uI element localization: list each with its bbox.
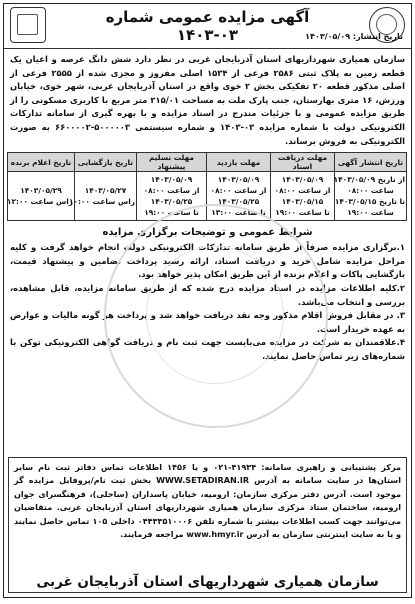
notice-title: آگهی مزایده عمومی شماره ۰۳-۱۴۰۳ [105, 8, 310, 44]
winner-date-cell: ۱۴۰۳/۰۵/۲۹ راس ساعت ۱۲:۰۰ [8, 172, 75, 221]
table-row [8, 172, 407, 221]
support-box [8, 457, 407, 593]
organization-name: سازمان همیاری شهرداریهای استان آذربایجان غربی [36, 574, 379, 590]
terms-heading: شرایط عمومی و توضیحات برگزاری مزایده [102, 227, 313, 239]
publish-date-cell: از تاریخ ۱۴۰۳/۰۵/۰۹ ساعت ۰۸:۰۰ تا تاریخ ۱۴۰۳/۰۵/۱۵ ساعت ۱۹:۰۰ [335, 172, 407, 221]
intro-paragraph: سازمان همیاری شهرداریهای استان آذربایجان غربی در نظر دارد شش دانگ عرصه و اعیان یک قطعه زمین به پلاک ثبتی ۲۵۸۶ فرعی از ۱۵۳۴ اصلی مفروز و مجزی شده از ۲۵۵۵ فرعی از اصلی مذکور قطعه ۲۰ تفکیکی بخش ۲ خوی واقع در استان آذربایجان غربی، شهر خوی، خیابان ورزش، ۱۶ متری بهارستان، جنب پارک ملت به مساحت ۲۱۵/۰۱ متر مربع با کاربری مسکونی را از طریق مزایده عمومی و با جزئیات مندرج در اسناد مزایده و با بهره گیری از سامانه تدارکات الکترونیکی دولت با شماره مزایده ۰۳-۱۴۰۳ و شماره سیستمی ۵۰۰۰۰۰۳-۶۶۰۰۰۰۲ به صورت الکترونیکی به فروش برساند. [10, 54, 405, 146]
notice-header [4, 4, 411, 49]
support-info: مرکز پشتیبانی و راهبری سامانه: ۴۱۹۳۴-۰۲۱ و یا ۱۴۵۶ اطلاعات تماس دفاتر ثبت نام سایر استان‌ها در سایت سامانه به آدرس WWW.SETADIRAN.IR بخش ثبت نام/پروفایل مزایده گر موجود است. آدرس دفتر مرکزی سازمان: ارومیه، خیابان پاسداران (ساحلی)، فرهنگسرای جوان ارومیه، ساختمان ستاد مرکزی سازمان همیاری شهرداریهای استان آذربایجان غربی. متقاضیان می‌توانند جهت کسب اطلاعات بیشتر با شماره تلفن ۰۴۴۳۳۵۱۰۰۰۶ داخلی ۱۰۵ تماس حاصل نمایند و یا به سایت اینترنتی سازمان به آدرس www.hmyr.ir مراجعه فرمایند. [14, 462, 401, 540]
terms-list [4, 241, 411, 363]
header-winner-date: تاریخ اعلام برنده [8, 153, 75, 172]
header-opening-date: تاریخ بازگشایی [75, 153, 137, 172]
header-visit-deadline: مهلت بازدید [207, 153, 271, 172]
schedule-table [7, 152, 407, 221]
emblem-logo-icon [10, 7, 46, 43]
schedule-header-row [8, 153, 407, 172]
term-item: ۱.برگزاری مزایده صرفاً از طریق سامانه تدارکات الکترونیکی دولت انجام خواهد گرفت و کلیه مراحل مزایده شامل خرید و دریافت اسناد، ارائه رسید پرداخت تضامین و پیشنهاد قیمت، بازگشایی پاکات و اعلام برنده از این طریق امکان پذیر خواهد بود. [10, 242, 405, 280]
header-publish-date: تاریخ انتشار آگهی [335, 153, 407, 172]
header-proposal-deadline: مهلت تسلیم پیشنهاد [137, 153, 207, 172]
documents-deadline-cell: ۱۴۰۳/۰۵/۰۹ از ساعت ۰۸:۰۰ ۱۴۰۳/۰۵/۱۵ تا ساعت ۱۹:۰۰ [271, 172, 335, 221]
term-item: ۴.علاقمندان به شرکت در مزایده می‌بایست جهت ثبت نام و دریافت گواهی الکترونیکی توکن با شماره‌های زیر تماس حاصل نمایند. [10, 337, 405, 361]
term-item: ۳. در مقابل فروش اقلام مذکور وجه نقد دریافت خواهد شد و پرداخت هر گونه مالیات و عوارض به عهده خریدار است. [10, 310, 405, 334]
term-item: ۲.کلیه اطلاعات مزایده در اسناد مزایده درج شده که از طریق سامانه مزایده، قابل مشاهده، بررسی و انتخاب می‌باشد. [10, 282, 405, 307]
auction-notice [3, 3, 412, 598]
publication-date: تاریخ انتشار: ۱۴۰۳/۰۵/۰۹ [305, 32, 403, 41]
header-documents-deadline: مهلت دریافت اسناد [271, 153, 335, 172]
opening-date-cell: ۱۴۰۳/۰۵/۲۷ راس ساعت ۱۰:۰۰ [75, 172, 137, 221]
proposal-deadline-cell: ۱۴۰۳/۰۵/۰۹ از ساعت ۰۸:۰۰ ۱۴۰۳/۰۵/۲۵ تا ساعت ۱۹:۰۰ [137, 172, 207, 221]
visit-deadline-cell: ۱۴۰۳/۰۵/۰۹ از ساعت ۰۸:۰۰ ۱۴۰۳/۰۵/۲۵ تا ساعت ۱۳:۰۰ [207, 172, 271, 221]
